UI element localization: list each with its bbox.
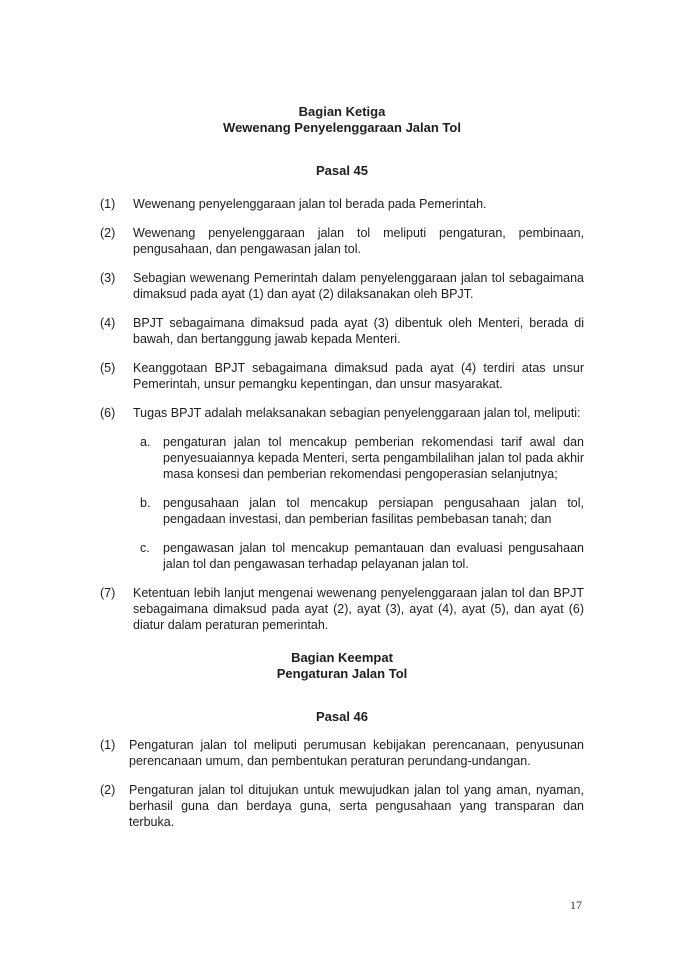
section-heading-bagian-keempat [100,650,584,682]
item-number: (5) [100,361,116,375]
page-number: 17 [570,898,582,912]
item-text: Sebagian wewenang Pemerintah dalam penyelenggaraan jalan tol sebagaimana dimaksud pada ayat (1) dan ayat (2) dilaksanakan oleh BPJT. [133,271,584,301]
list-item [100,196,584,212]
item-text: Ketentuan lebih lanjut mengenai wewenang penyelenggaraan jalan tol dan BPJT sebagaimana dimaksud pada ayat (2), ayat (3), ayat (4), ayat (5), dan ayat (6) diatur dalam peraturan pemerintah. [133,586,584,632]
item-text: Wewenang penyelenggaraan jalan tol meliputi pengaturan, pembinaan, pengusahaan, dan pengawasan jalan tol. [133,226,584,256]
article-heading-pasal-46: Pasal 46 [315,709,369,724]
list-item [100,270,584,302]
item-number: (4) [100,316,116,330]
item-number: (6) [100,406,116,420]
item-text: Keanggotaan BPJT sebagaimana dimaksud pada ayat (4) terdiri atas unsur Pemerintah, unsur pemangku kepentingan, dan unsur masyarakat. [133,361,584,391]
section-subtitle: Pengaturan Jalan Tol [276,666,408,681]
subitem-text: pengaturan jalan tol mencakup pemberian rekomendasi tarif awal dan penyesuaiannya kepada Menteri, serta pengambilalihan jalan tol pada akhir masa konsesi dan pemberian rekomendasi pengoperasian selanjutnya; [163,435,584,481]
section-heading-bagian-ketiga [100,104,584,136]
subitem-letter: b. [140,496,151,510]
item-text: Wewenang penyelenggaraan jalan tol berada pada Pemerintah. [133,197,487,211]
item-number: (7) [100,586,116,600]
list-item [100,737,584,769]
subitem-letter: c. [140,541,150,555]
sub-list-item [140,434,584,482]
list-item [100,405,584,421]
list-item [100,225,584,257]
list-item [100,585,584,633]
article-heading-pasal-45: Pasal 45 [315,163,369,178]
item-number: (3) [100,271,116,285]
sub-list-item [140,540,584,572]
item-number: (1) [100,738,116,752]
item-text: Pengaturan jalan tol ditujukan untuk mewujudkan jalan tol yang aman, nyaman, berhasil guna dan berdaya guna, serta pengusahaan yang transparan dan terbuka. [129,783,584,829]
list-item [100,782,584,830]
sub-list-item [140,495,584,527]
subitem-text: pengawasan jalan tol mencakup pemantauan dan evaluasi pengusahaan jalan tol dan pengawasan terhadap pelayanan jalan tol. [163,541,584,571]
item-text: BPJT sebagaimana dimaksud pada ayat (3) dibentuk oleh Menteri, berada di bawah, dan bertanggung jawab kepada Menteri. [133,316,584,346]
item-number: (2) [100,226,116,240]
subitem-text: pengusahaan jalan tol mencakup persiapan pengusahaan jalan tol, pengadaan investasi, dan pemberian fasilitas pembebasan tanah; dan [163,496,584,526]
list-item [100,360,584,392]
section-title: Bagian Ketiga [298,104,386,119]
item-text: Pengaturan jalan tol meliputi perumusan kebijakan perencanaan, penyusunan perencanaan umum, dan pembentukan peraturan perundang-undangan. [129,738,584,768]
section-title: Bagian Keempat [291,650,393,665]
section-subtitle: Wewenang Penyelenggaraan Jalan Tol [223,120,461,135]
item-number: (2) [100,783,116,797]
item-number: (1) [100,197,116,211]
list-item [100,315,584,347]
item-text: Tugas BPJT adalah melaksanakan sebagian penyelenggaraan jalan tol, meliputi: [133,406,581,420]
subitem-letter: a. [140,435,151,449]
